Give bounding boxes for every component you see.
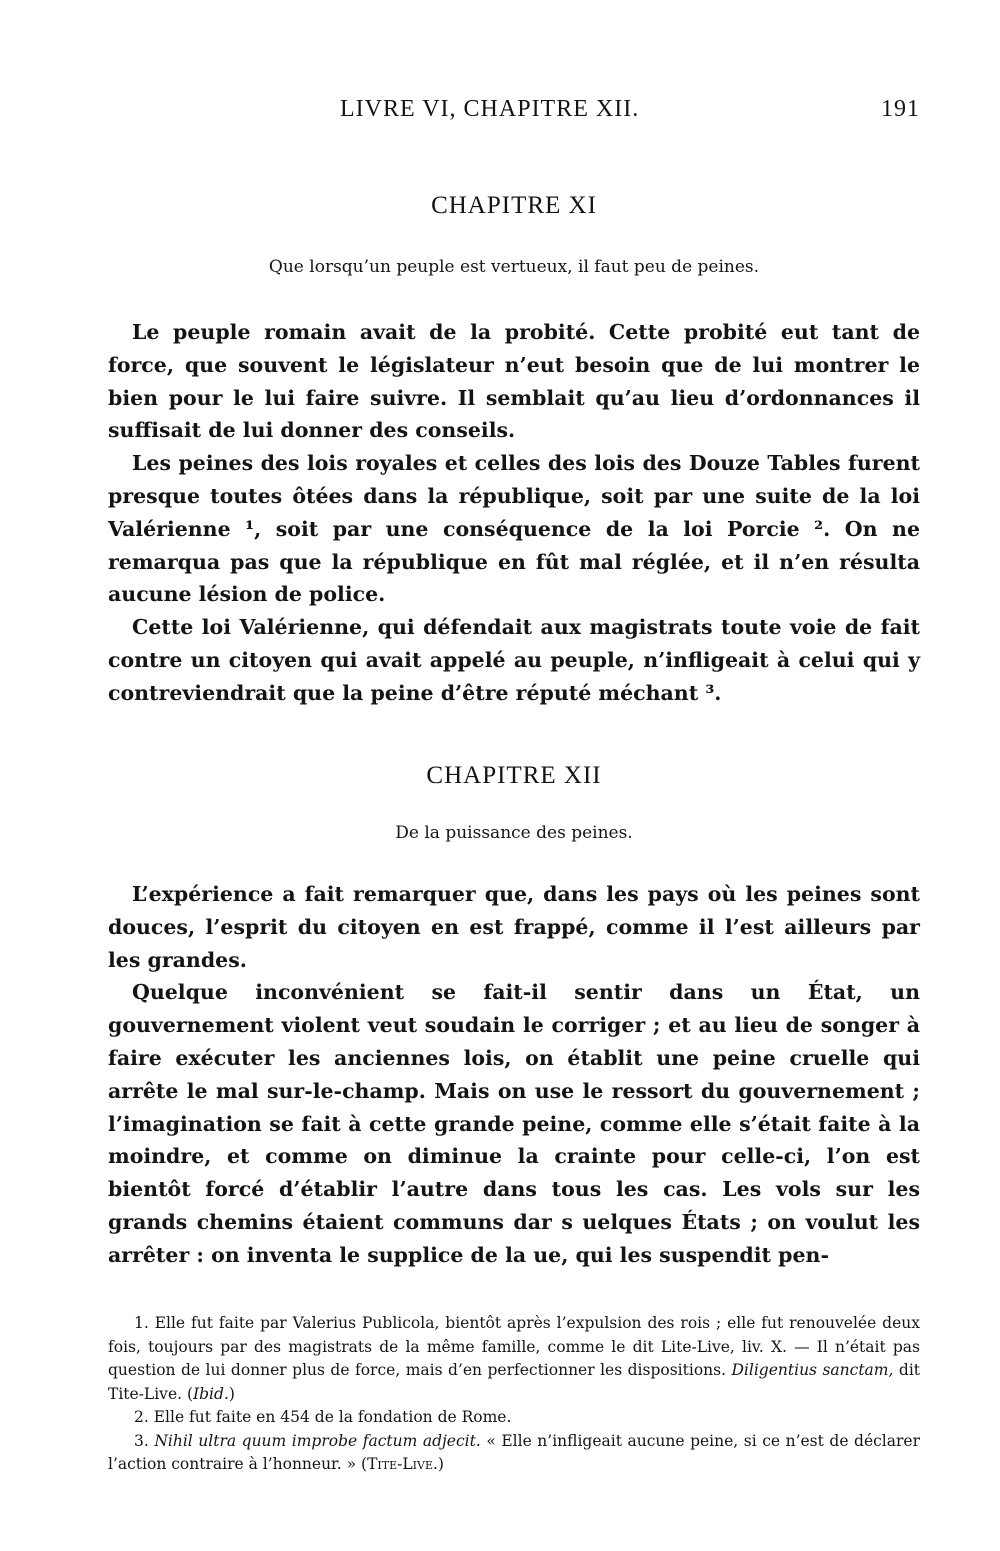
paragraph: Quelque inconvénient se fait-il sentir dans un État, un gouvernement violent veut soudain le corriger ; et au lieu de songer à faire exécuter les anciennes lois, on établit une peine cruelle qui arrête le mal sur-le-champ. Mais on use le ressort du gouvernement ; l’imagination se fait à cette grande peine, comme elle s’était faite à la moindre, et comme on diminue la crainte pour celle-ci, l’on est bientôt forcé d’établir l’autre dans tous les cas. Les vols sur les grands chemins étaient communs dar s uelques États ; on voulut les arrêter : on inventa le supplice de la ue, qui les suspendit pen- (108, 980, 920, 1267)
chapter-xii-heading: CHAPITRE XII (426, 762, 602, 789)
paragraph: L’expérience a fait remarquer que, dans les pays où les peines sont douces, l’esprit du citoyen en est frappé, comme il l’est ailleurs par les grandes. (108, 882, 920, 972)
chapter-xii-body (108, 878, 920, 1272)
footnote-3: 3. Nihil ultra quum improbe factum adjecit. « Elle n’infligeait aucune peine, si ce n’est de déclarer l’action contraire à l’honneur. » (Tite-Live.) (108, 1431, 920, 1473)
paragraph: Le peuple romain avait de la probité. Cette probité eut tant de force, que souvent le législateur n’eut besoin que de lui montrer le bien pour le lui faire suivre. Il semblait qu’au lieu d’ordonnances il suffisait de lui donner des conseils. (108, 320, 920, 443)
paragraph: Cette loi Valérienne, qui défendait aux magistrats toute voie de fait contre un citoyen qui avait appelé au peuple, n’infligeait à celui qui y contreviendrait que la peine d’être réputé méchant ³. (108, 615, 920, 705)
footnote-1: 1. Elle fut faite par Valerius Publicola, bientôt après l’expulsion des rois ; elle fut renouvelée deux fois, toujours par des magistrats de la même famille, comme le dit Lite-Live, liv. X. — Il n’était pas question de lui donner plus de force, mais d’en perfectionner les dispositions. Diligentius sanctam, dit Tite-Live. (Ibid.) (108, 1314, 920, 1403)
chapter-xii-subtitle: De la puissance des peines. (395, 823, 633, 843)
chapter-xi-heading: CHAPITRE XI (431, 192, 597, 219)
chapter-xi-body (108, 316, 920, 710)
footnotes (108, 1312, 920, 1477)
page-number: 191 (881, 96, 920, 122)
paragraph: Les peines des lois royales et celles des lois des Douze Tables furent presque toutes ôtées dans la république, soit par une suite de la loi Valérienne ¹, soit par une conséquence de la loi Porcie ². On ne remarqua pas que la république en fût mal réglée, et il n’en résulta aucune lésion de police. (108, 451, 920, 607)
running-title: LIVRE VI, CHAPITRE XII. (340, 96, 640, 122)
running-head (108, 96, 920, 136)
footnote-2: 2. Elle fut faite en 454 de la fondation de Rome. (134, 1408, 512, 1426)
chapter-xi-subtitle: Que lorsqu’un peuple est vertueux, il faut peu de peines. (268, 257, 760, 277)
